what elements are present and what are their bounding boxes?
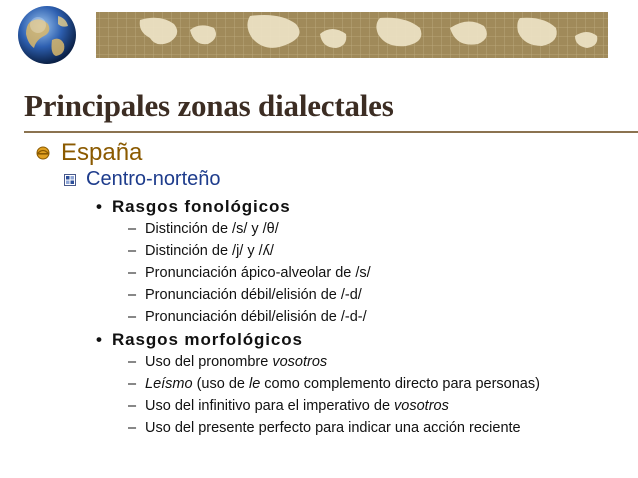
group-heading-label: Rasgos morfológicos: [112, 330, 303, 349]
title-divider: [24, 131, 638, 133]
list-item: – Uso del presente perfecto para indicar una acción reciente: [128, 420, 521, 436]
list-item: – Pronunciación ápico-alveolar de /s/: [128, 265, 371, 281]
level1-label: España: [61, 139, 143, 166]
globe-icon: [18, 6, 76, 64]
group-heading-morfologicos: [96, 330, 303, 350]
group-heading-fonologicos: [96, 197, 291, 217]
bullet-dot: •: [96, 197, 103, 216]
level2-label: Centro-norteño: [86, 168, 221, 190]
list-item: – Uso del infinitivo para el imperativo de vosotros: [128, 398, 449, 414]
list-item: – Pronunciación débil/elisión de /-d-/: [128, 309, 367, 325]
header-banner: [0, 0, 638, 70]
list-item: – Pronunciación débil/elisión de /-d/: [128, 287, 362, 303]
group-heading-label: Rasgos fonológicos: [112, 197, 291, 216]
level2-item-centro-norteno: [64, 168, 221, 191]
bullet-dot: •: [96, 330, 103, 349]
square-bullet-icon: [64, 174, 76, 186]
list-item: – Distinción de /j/ y /ʎ/: [128, 243, 274, 259]
list-item: – Leísmo (uso de le como complemento directo para personas): [128, 376, 540, 392]
slide-title: Principales zonas dialectales: [24, 88, 394, 123]
list-item: – Distinción de /s/ y /θ/: [128, 221, 279, 237]
list-item: – Uso del pronombre vosotros: [128, 354, 328, 370]
level1-item-espana: [36, 139, 142, 167]
sun-bullet-icon: [36, 146, 50, 160]
